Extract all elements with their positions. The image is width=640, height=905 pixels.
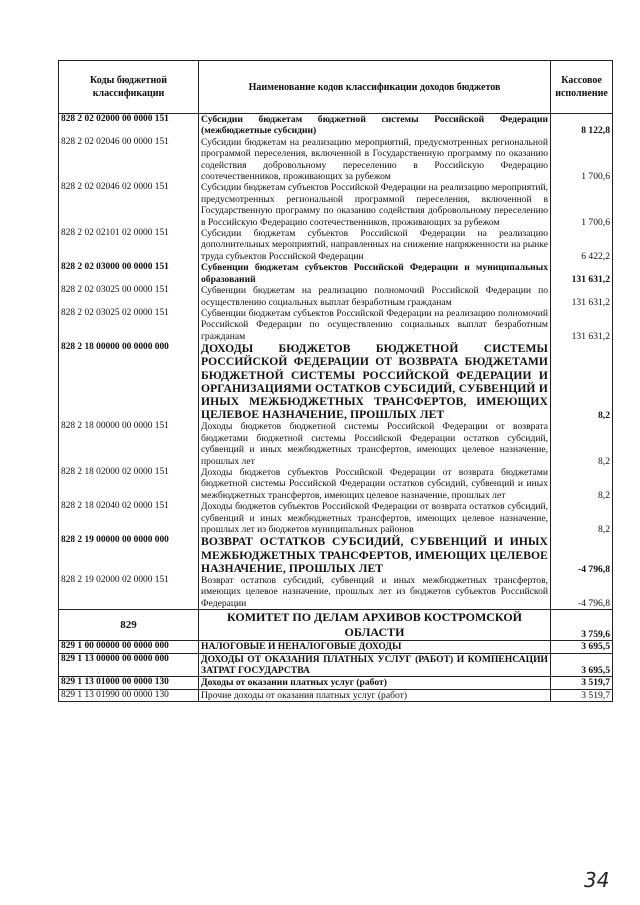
table-row — [59, 262, 613, 285]
row-code: 828 2 02 02046 02 0000 151 — [59, 182, 199, 228]
row-name: Субсидии бюджетам субъектов Российской Федерации на реализацию мероприятий, предусмотренных региональной программой переселения, включенной в Государственную программу по оказанию содействия добровольному переселению в Российскую Федерацию соотечественников, проживающих за рубежом — [199, 182, 551, 228]
table-row — [59, 182, 613, 228]
table-row — [59, 137, 613, 183]
table-row — [59, 285, 613, 308]
row-amount: 3 519,7 — [551, 689, 613, 701]
row-code: 829 1 13 00000 00 0000 000 — [59, 653, 199, 677]
row-code: 829 — [59, 610, 199, 641]
row-amount: 8,2 — [551, 421, 613, 467]
row-name: ДОХОДЫ БЮДЖЕТОВ БЮДЖЕТНОЙ СИСТЕМЫ РОССИЙСКОЙ ФЕДЕРАЦИИ ОТ ВОЗВРАТА БЮДЖЕТАМИ БЮДЖЕТНОЙ СИСТЕМЫ РОССИЙСКОЙ ФЕДЕРАЦИИ И ОРГАНИЗАЦИЯМИ ОСТАТКОВ СУБСИДИЙ, СУБВЕНЦИЙ И ИНЫХ МЕЖБЮДЖЕТНЫХ ТРАНСФЕРТОВ, ИМЕЮЩИХ ЦЕЛЕВОЕ НАЗНАЧЕНИЕ, ПРОШЛЫХ ЛЕТ — [199, 342, 551, 421]
row-code: 828 2 18 02040 02 0000 151 — [59, 501, 199, 535]
table-row — [59, 114, 613, 137]
row-amount: -4 796,8 — [551, 575, 613, 610]
row-code: 828 2 18 00000 00 0000 000 — [59, 342, 199, 421]
row-name: Прочие доходы от оказания платных услуг (работ) — [199, 689, 551, 701]
row-amount: 3 695,5 — [551, 653, 613, 677]
row-amount: 131 631,2 — [551, 262, 613, 285]
row-code: 828 2 02 02000 00 0000 151 — [59, 114, 199, 137]
row-code: 828 2 19 02000 02 0000 151 — [59, 575, 199, 610]
table-row — [59, 641, 613, 653]
row-code: 828 2 18 02000 02 0000 151 — [59, 467, 199, 501]
row-name: Субвенции бюджетам субъектов Российской Федерации на реализацию полномочий Российской Федерации по осуществлению социальных выплат безработным гражданам — [199, 308, 551, 342]
table-row — [59, 308, 613, 342]
row-amount: 3 759,6 — [551, 610, 613, 641]
row-name: Доходы от оказании платных услуг (работ) — [199, 677, 551, 689]
table-row — [59, 342, 613, 421]
row-amount: 3 695,5 — [551, 641, 613, 653]
row-name: ВОЗВРАТ ОСТАТКОВ СУБСИДИЙ, СУБВЕНЦИЙ И ИНЫХ МЕЖБЮДЖЕТНЫХ ТРАНСФЕРТОВ, ИМЕЮЩИХ ЦЕЛЕВОЕ НАЗНАЧЕНИЕ, ПРОШЛЫХ ЛЕТ — [199, 535, 551, 575]
row-amount: 3 519,7 — [551, 677, 613, 689]
budget-revenue-table — [58, 60, 613, 702]
row-amount: 8,2 — [551, 467, 613, 501]
row-code: 828 2 02 03025 00 0000 151 — [59, 285, 199, 308]
row-name: Субвенции бюджетам субъектов Российской Федерации и муниципальных образований — [199, 262, 551, 285]
table-row — [59, 689, 613, 701]
row-amount: 8,2 — [551, 342, 613, 421]
table-row — [59, 228, 613, 262]
row-code: 829 1 13 01000 00 0000 130 — [59, 677, 199, 689]
row-amount: 6 422,2 — [551, 228, 613, 262]
row-amount: 1 700,6 — [551, 182, 613, 228]
row-code: 828 2 02 02046 00 0000 151 — [59, 137, 199, 183]
row-amount: 131 631,2 — [551, 285, 613, 308]
row-amount: 131 631,2 — [551, 308, 613, 342]
header-amount: Кассовое исполнение — [551, 61, 613, 114]
row-name: ДОХОДЫ ОТ ОКАЗАНИЯ ПЛАТНЫХ УСЛУГ (РАБОТ) И КОМПЕНСАЦИИ ЗАТРАТ ГОСУДАРСТВА — [199, 653, 551, 677]
table-row — [59, 467, 613, 501]
table-row — [59, 535, 613, 575]
row-amount: 1 700,6 — [551, 137, 613, 183]
header-codes: Коды бюджетной классификации — [59, 61, 199, 114]
row-amount: 8,2 — [551, 501, 613, 535]
row-name: Субсидии бюджетам субъектов Российской Федерации на реализацию дополнительных мероприятий, направленных на снижение напряженности на рынке труда субъектов Российской Федерации — [199, 228, 551, 262]
row-name: НАЛОГОВЫЕ И НЕНАЛОГОВЫЕ ДОХОДЫ — [199, 641, 551, 653]
row-name: Доходы бюджетов субъектов Российской Федерации от возврата бюджетами бюджетной системы Российской Федерации остатков субсидий, субвенций и иных межбюджетных трансфертов, имеющих целевое назначение, прошлых лет — [199, 467, 551, 501]
row-name: КОМИТЕТ ПО ДЕЛАМ АРХИВОВ КОСТРОМСКОЙ ОБЛАСТИ — [199, 610, 551, 641]
row-name: Доходы бюджетов субъектов Российской Федерации от возврата остатков субсидий, субвенций и иных межбюджетных трансфертов, имеющих целевое назначение, прошлых лет из бюджетов муниципальных районов — [199, 501, 551, 535]
row-name: Субсидии бюджетам на реализацию мероприятий, предусмотренных региональной программой переселения, включенной в Государственную программу по оказанию содействия добровольному переселению в Российскую Федерацию соотечественников, проживающих за рубежом — [199, 137, 551, 183]
row-code: 828 2 02 03025 02 0000 151 — [59, 308, 199, 342]
row-name: Субсидии бюджетам бюджетной системы Российской Федерации (межбюджетные субсидии) — [199, 114, 551, 137]
row-code: 828 2 19 00000 00 0000 000 — [59, 535, 199, 575]
row-name: Возврат остатков субсидий, субвенций и иных межбюджетных трансфертов, имеющих целевое назначение, прошлых лет из бюджетов субъектов Российской Федерации — [199, 575, 551, 610]
header-name: Наименование кодов классификации доходов бюджетов — [199, 61, 551, 114]
table-row — [59, 677, 613, 689]
table-row — [59, 653, 613, 677]
row-code: 828 2 18 00000 00 0000 151 — [59, 421, 199, 467]
row-amount: 8 122,8 — [551, 114, 613, 137]
table-row — [59, 421, 613, 467]
table-row — [59, 610, 613, 641]
row-name: Субвенции бюджетам на реализацию полномочий Российской Федерации по осуществлению социальных выплат безработным гражданам — [199, 285, 551, 308]
row-code: 829 1 00 00000 00 0000 000 — [59, 641, 199, 653]
table-header-row — [59, 61, 613, 114]
revenue-table-sheet — [58, 60, 612, 702]
table-row — [59, 501, 613, 535]
table-row — [59, 575, 613, 610]
row-code: 828 2 02 03000 00 0000 151 — [59, 262, 199, 285]
row-code: 829 1 13 01990 00 0000 130 — [59, 689, 199, 701]
row-code: 828 2 02 02101 02 0000 151 — [59, 228, 199, 262]
row-name: Доходы бюджетов бюджетной системы Российской Федерации от возврата бюджетами бюджетной системы Российской Федерации остатков субсидий, субвенций и иных межбюджетных трансфертов, имеющих целевое назначение, прошлых лет — [199, 421, 551, 467]
row-amount: -4 796,8 — [551, 535, 613, 575]
page-number: 34 — [584, 868, 610, 892]
